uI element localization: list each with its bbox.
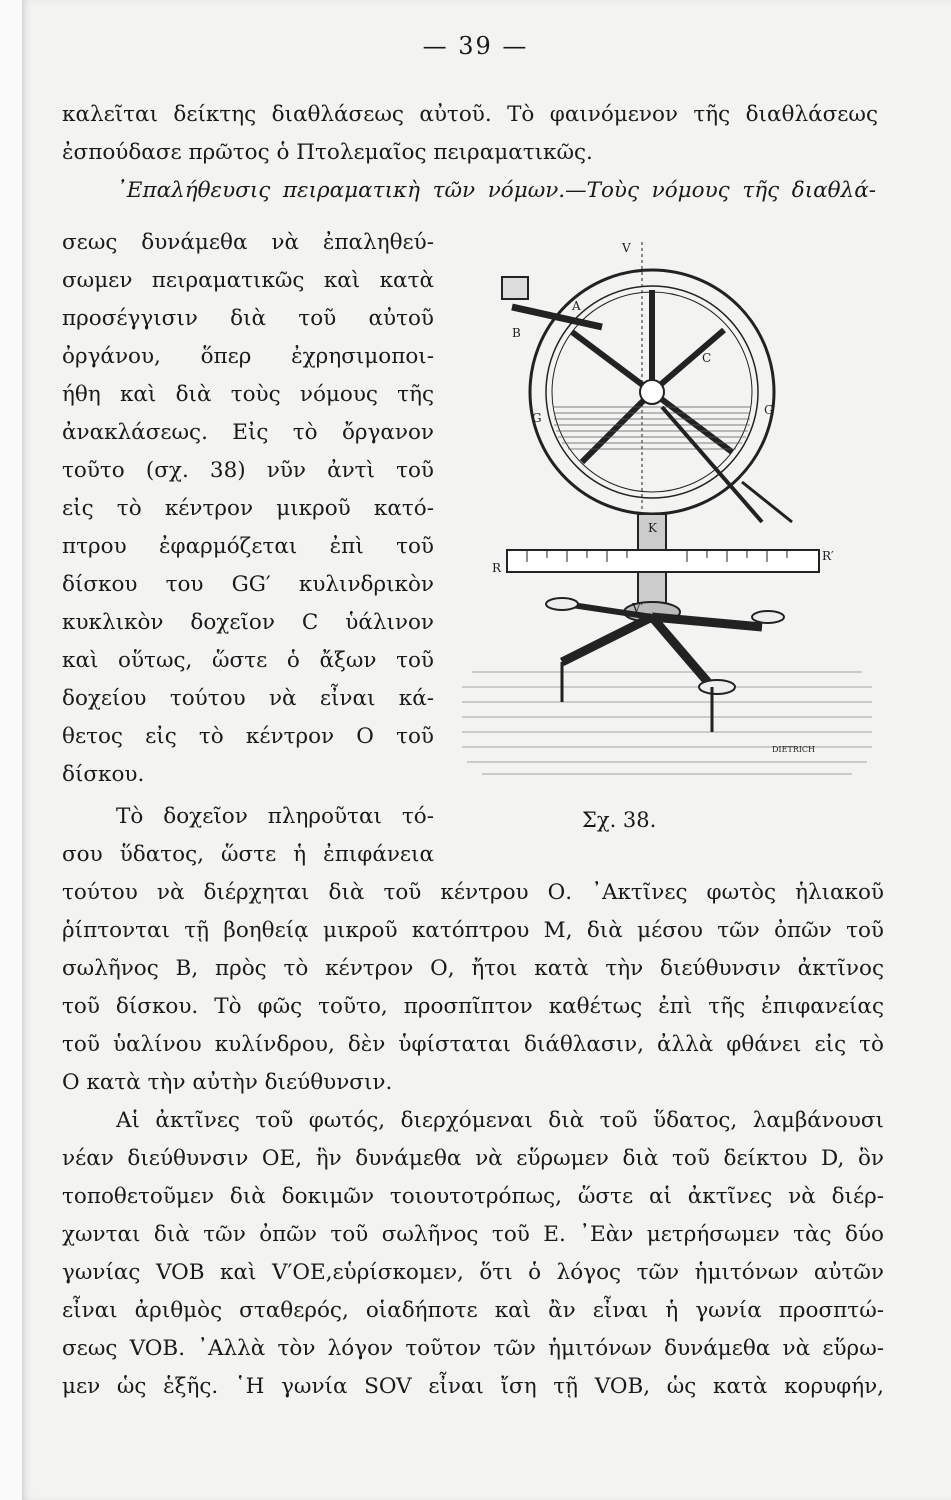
- text-line: γωνίας VOB καὶ V′OE,εὑρίσκομεν, ὅτι ὁ λόγος τῶν ἡμιτόνων αὐτῶν: [62, 1260, 884, 1285]
- figure-label-a: A: [572, 299, 581, 313]
- text-line: τοῦτο (σχ. 38) νῦν ἀντὶ τοῦ: [62, 458, 434, 483]
- text-line: μεν ὡς ἑξῆς. ῾Η γωνία SOV εἶναι ἴση τῇ VOB, ὡς κατὰ κορυφήν,: [62, 1374, 884, 1399]
- text-line: πτρου ἐφαρμόζεται ἐπὶ τοῦ: [62, 534, 434, 559]
- text-line: νέαν διεύθυνσιν ΟΕ, ἣν δυνάμεθα νὰ εὕρωμεν διὰ τοῦ δείκτου D, ὃν: [62, 1146, 884, 1171]
- text-line: τοποθετοῦμεν διὰ δοκιμῶν τοιουτοτρόπως, ὥστε αἱ ἀκτῖνες νὰ διέρ-: [62, 1184, 884, 1209]
- text-line: σεως VOB. ᾿Αλλὰ τὸν λόγον τοῦτον τῶν ἡμιτόνων δυνάμεθα νὰ εὕρω-: [62, 1336, 884, 1361]
- text-line: σωμεν πειραματικῶς καὶ κατὰ: [62, 268, 434, 293]
- text-line: τούτου νὰ διέρχηται διὰ τοῦ κέντρου Ο. ᾿Ακτῖνες φωτὸς ἡλιακοῦ: [62, 880, 884, 905]
- figure-label-g-right: G: [764, 403, 774, 417]
- text-line: Τὸ δοχεῖον πληροῦται τό-: [116, 804, 434, 829]
- text-line: Αἱ ἀκτῖνες τοῦ φωτός, διερχόμεναι διὰ τοῦ ὕδατος, λαμβάνουσι: [116, 1108, 884, 1133]
- text-line: καλεῖται δείκτης διαθλάσεως αὐτοῦ. Τὸ φαινόμενον τῆς διαθλάσεως: [62, 102, 878, 127]
- text-line: τοῦ ὑαλίνου κυλίνδρου, δὲν ὑφίσταται διάθλασιν, ἀλλὰ φθάνει εἰς τὸ: [62, 1032, 884, 1057]
- figure-caption: Σχ. 38.: [582, 808, 657, 832]
- figure-label-b: B: [512, 326, 521, 340]
- text-line: τοῦ δίσκου. Τὸ φῶς τοῦτο, προσπῖπτον καθέτως ἐπὶ τῆς ἐπιφανείας: [62, 994, 884, 1019]
- text-line: ῥίπτονται τῇ βοηθείᾳ μικροῦ κατόπτρου Μ, διὰ μέσου τῶν ὀπῶν τοῦ: [62, 918, 884, 943]
- figure-engraver-signature: DIETRICH: [772, 745, 816, 754]
- text-line: σου ὕδατος, ὥστε ἡ ἐπιφάνεια: [62, 842, 434, 867]
- text-line: δίσκου.: [62, 762, 145, 787]
- page-number: — 39 —: [422, 32, 529, 60]
- text-line: εἶναι ἀριθμὸς σταθερός, οἱαδήποτε καὶ ἂν εἶναι ἡ γωνία προσπτώ-: [62, 1298, 884, 1323]
- text-line: θετος εἰς τὸ κέντρον Ο τοῦ: [62, 724, 434, 749]
- figure-label-v-top: V: [622, 241, 631, 255]
- text-line: καὶ οὕτως, ὥστε ὁ ἄξων τοῦ: [62, 648, 434, 673]
- refraction-apparatus-figure: [462, 232, 882, 782]
- figure-label-r-left: R: [492, 561, 502, 575]
- text-line: προσέγγισιν διὰ τοῦ αὐτοῦ: [62, 306, 434, 331]
- text-line: ᾿Επαλήθευσις πειραματικὴ τῶν νόμων.—Τοὺς νόμους τῆς διαθλά-: [116, 178, 876, 203]
- text-line: κυκλικὸν δοχεῖον C ὑάλινον: [62, 610, 434, 635]
- text-line: ήθη καὶ διὰ τοὺς νόμους τῆς: [62, 382, 434, 407]
- text-line: χωνται διὰ τῶν ὀπῶν τοῦ σωλῆνος τοῦ Ε. ᾿Εὰν μετρήσωμεν τὰς δύο: [62, 1222, 884, 1247]
- figure-label-k: K: [648, 521, 657, 535]
- text-line: δίσκου του GG′ κυλινδρικὸν: [62, 572, 434, 597]
- figure-label-c: C: [702, 351, 712, 365]
- text-line: ἀνακλάσεως. Εἰς τὸ ὄργανον: [62, 420, 434, 445]
- text-line: Ο κατὰ τὴν αὐτὴν διεύθυνσιν.: [62, 1070, 393, 1095]
- figure-label-g-left: G: [532, 411, 542, 425]
- text-line: σωλῆνος Β, πρὸς τὸ κέντρον Ο, ἤτοι κατὰ τὴν διεύθυνσιν ἀκτῖνος: [62, 956, 884, 981]
- text-line: δοχείου τούτου νὰ εἶναι κά-: [62, 686, 434, 711]
- binding-gutter: [0, 0, 23, 1500]
- text-line: εἰς τὸ κέντρον μικροῦ κατό-: [62, 496, 434, 521]
- text-line: ἐσπούδασε πρῶτος ὁ Πτολεμαῖος πειραματικῶς.: [62, 140, 593, 165]
- text-line: σεως δυνάμεθα νὰ ἐπαληθεύ-: [62, 230, 434, 255]
- figure-label-r-right: R′: [822, 549, 834, 563]
- figure-label-v-bottom: V′: [632, 601, 644, 615]
- text-line: ὀργάνου, ὅπερ ἐχρησιμοποι-: [62, 344, 434, 369]
